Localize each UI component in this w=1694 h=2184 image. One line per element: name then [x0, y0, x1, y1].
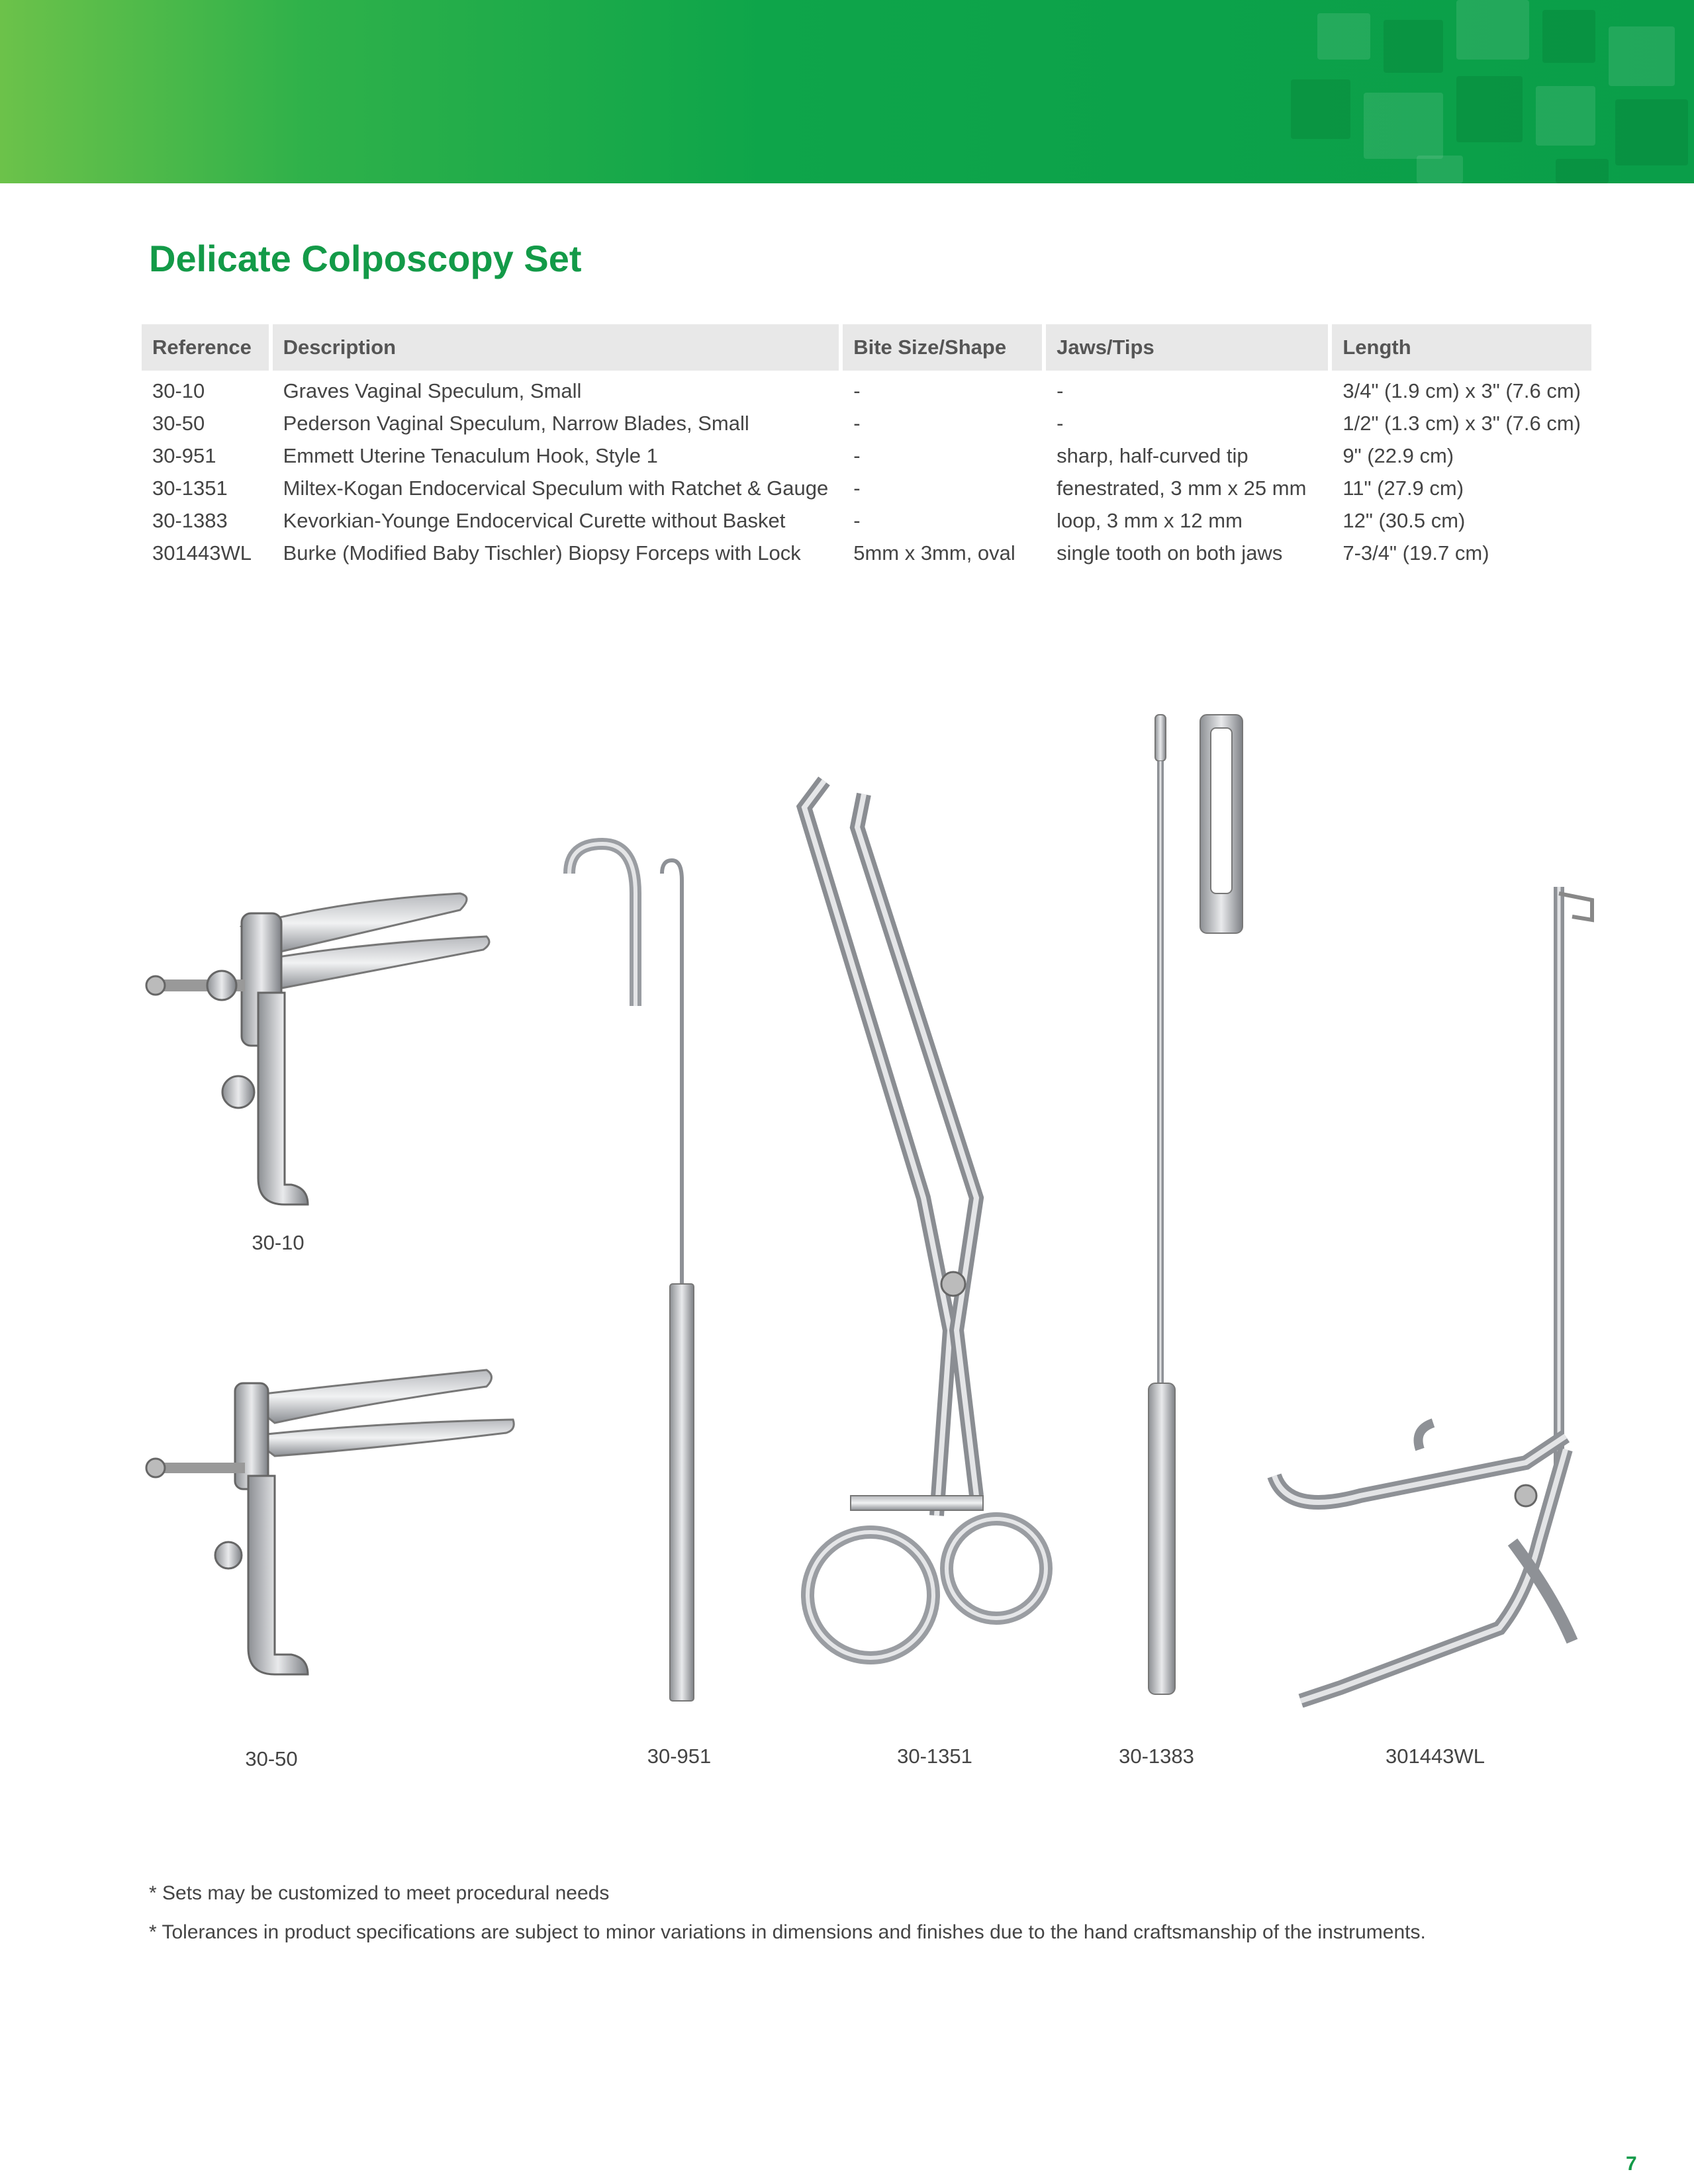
caption-30-1383: 30-1383 — [1119, 1745, 1194, 1768]
cell-description: Graves Vaginal Speculum, Small — [283, 379, 582, 402]
cell-bite-size: - — [853, 476, 861, 500]
cell-length: 12" (30.5 cm) — [1342, 508, 1466, 532]
cell-bite-size: - — [853, 411, 861, 435]
cell-bite-size: - — [853, 443, 861, 467]
caption-30-50: 30-50 — [245, 1747, 298, 1770]
cell-description: Miltex-Kogan Endocervical Speculum with Ratchet & Gauge — [283, 476, 829, 500]
cell-jaws-tips: fenestrated, 3 mm x 25 mm — [1057, 476, 1307, 500]
cell-jaws-tips: - — [1057, 411, 1064, 435]
cell-description: Pederson Vaginal Speculum, Narrow Blades, Small — [283, 411, 749, 435]
cell-reference: 30-1351 — [152, 476, 228, 500]
spec-table — [138, 324, 1595, 569]
cell-length: 1/2" (1.3 cm) x 3" (7.6 cm) — [1342, 411, 1581, 435]
cell-jaws-tips: - — [1057, 379, 1064, 402]
caption-30-1351: 30-1351 — [897, 1745, 972, 1768]
cell-length: 11" (27.9 cm) — [1342, 476, 1464, 500]
header-banner — [0, 0, 1694, 183]
caption-30-951: 30-951 — [647, 1745, 712, 1768]
table-header-row — [142, 324, 1591, 371]
table-row — [142, 537, 1591, 569]
page-title: Delicate Colposcopy Set — [149, 238, 582, 279]
table-row — [142, 371, 1591, 407]
cell-jaws-tips: single tooth on both jaws — [1057, 541, 1283, 565]
table-row — [142, 407, 1591, 439]
cell-bite-size: - — [853, 379, 861, 402]
pederson-speculum-icon — [142, 1357, 520, 1694]
cell-bite-size: - — [853, 508, 861, 532]
column-header-length: Length — [1332, 324, 1591, 371]
kogan-speculum-icon — [791, 735, 1056, 1707]
cell-jaws-tips: loop, 3 mm x 12 mm — [1057, 508, 1243, 532]
tenaculum-hook-icon — [556, 827, 715, 1707]
cell-description: Kevorkian-Younge Endocervical Curette without Basket — [283, 508, 786, 532]
cell-description: Emmett Uterine Tenaculum Hook, Style 1 — [283, 443, 658, 467]
cell-length: 9" (22.9 cm) — [1342, 443, 1454, 467]
cell-description: Burke (Modified Baby Tischler) Biopsy Forceps with Lock — [283, 541, 801, 565]
footnote-tolerances: * Tolerances in product specifications are subject to minor variations in dimensions and finishes due to the hand craftsmanship of the instruments. — [149, 1921, 1426, 1943]
curette-icon — [1135, 708, 1254, 1701]
cell-reference: 30-50 — [152, 411, 205, 435]
cell-length: 3/4" (1.9 cm) x 3" (7.6 cm) — [1342, 379, 1581, 402]
graves-speculum-icon — [142, 874, 500, 1218]
column-header-reference: Reference — [142, 324, 269, 371]
cell-bite-size: 5mm x 3mm, oval — [853, 541, 1015, 565]
column-header-jaws-tips: Jaws/Tips — [1046, 324, 1328, 371]
cell-reference: 30-1383 — [152, 508, 228, 532]
caption-301443wl: 301443WL — [1386, 1745, 1485, 1768]
cell-reference: 30-10 — [152, 379, 205, 402]
column-header-bite-size: Bite Size/Shape — [843, 324, 1042, 371]
column-header-description: Description — [273, 324, 839, 371]
page-number: 7 — [1626, 2153, 1637, 2175]
cell-length: 7-3/4" (19.7 cm) — [1342, 541, 1489, 565]
cell-reference: 30-951 — [152, 443, 216, 467]
footnote-customization: * Sets may be customized to meet procedural needs — [149, 1882, 610, 1904]
biopsy-forceps-icon — [1261, 880, 1599, 1707]
table-row — [142, 504, 1591, 537]
table-row — [142, 439, 1591, 472]
cell-jaws-tips: sharp, half-curved tip — [1057, 443, 1248, 467]
caption-30-10: 30-10 — [252, 1231, 305, 1254]
cell-reference: 301443WL — [152, 541, 252, 565]
table-row — [142, 472, 1591, 504]
